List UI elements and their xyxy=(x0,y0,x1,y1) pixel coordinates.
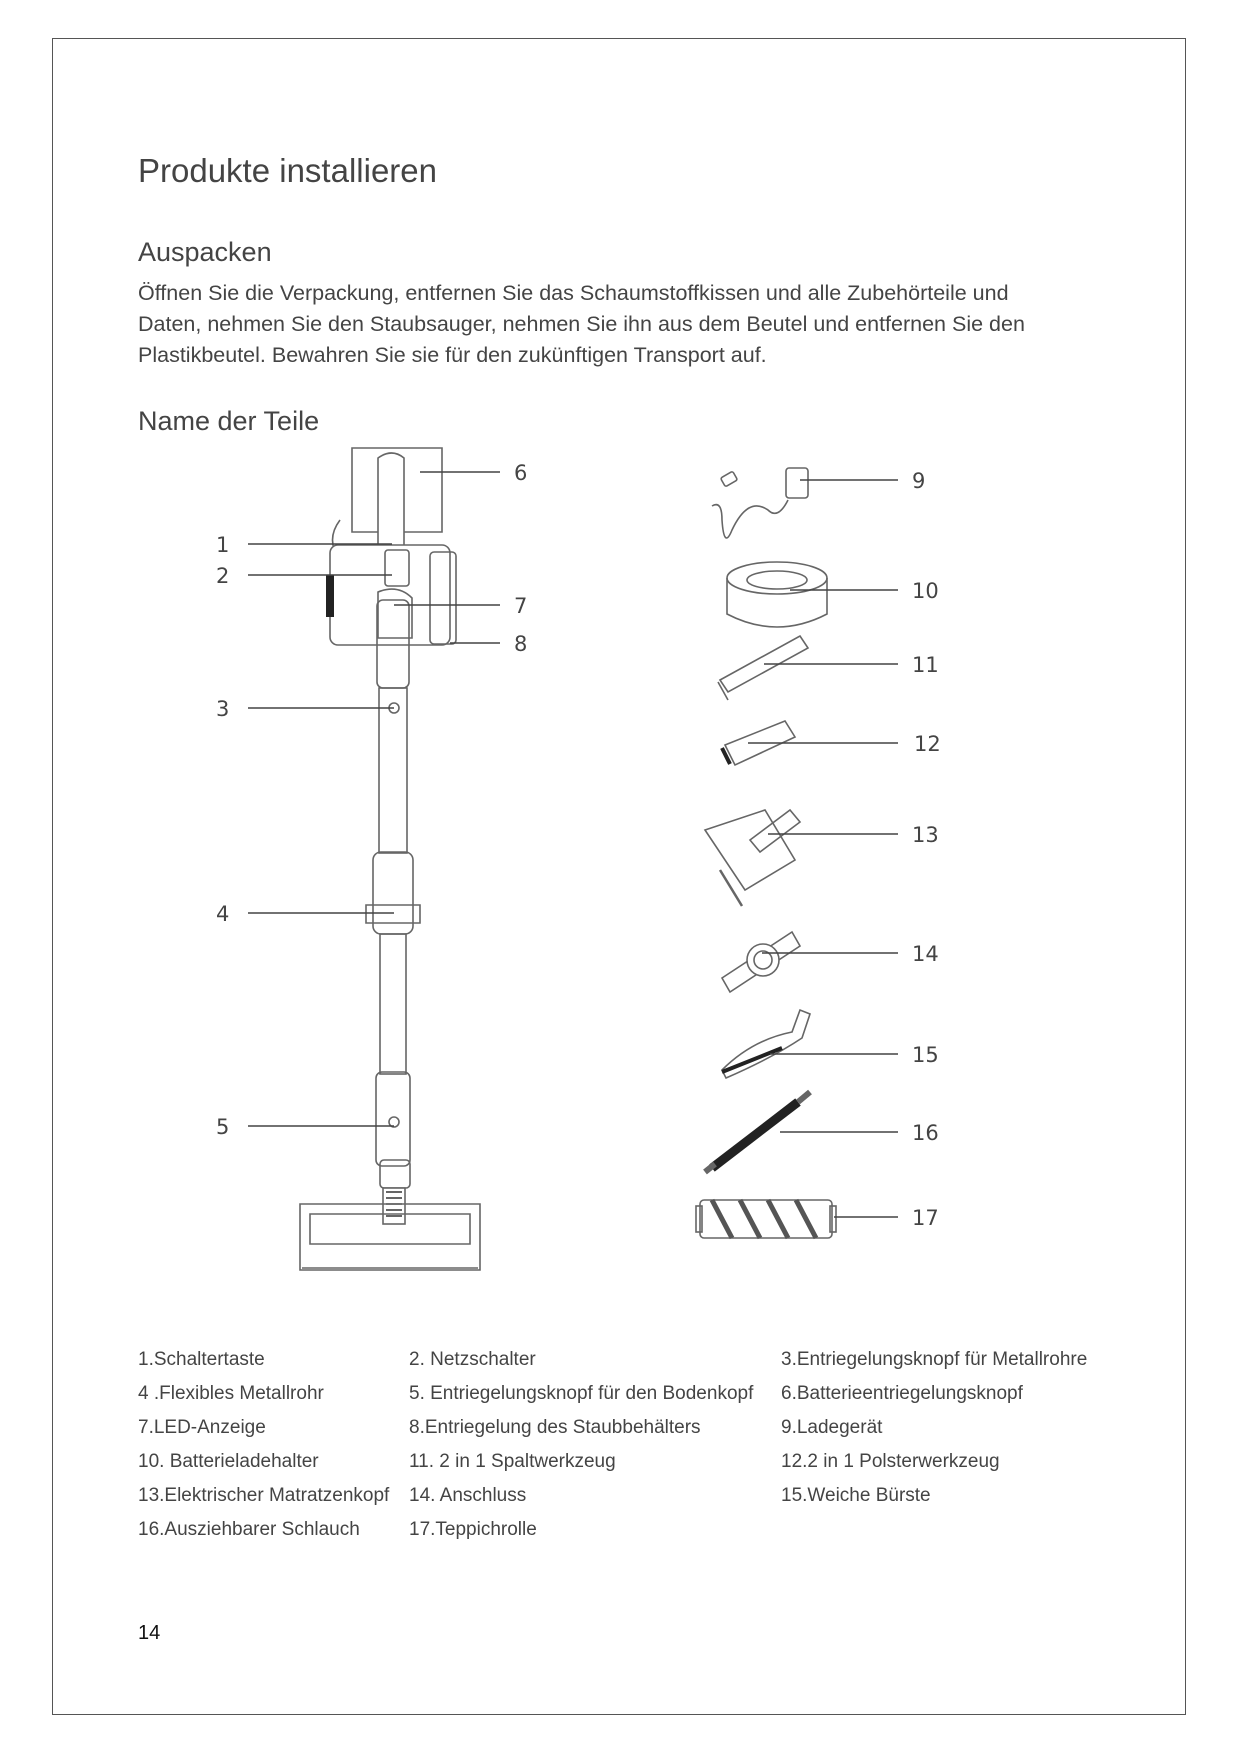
legend-item: 15.Weiche Bürste xyxy=(781,1485,931,1506)
legend-item: 11. 2 in 1 Spaltwerkzeug xyxy=(409,1451,616,1472)
callout-label: 15 xyxy=(912,1043,939,1067)
unpack-line: Plastikbeutel. Bewahren Sie sie für den zukünftigen Transport auf. xyxy=(138,343,767,367)
legend-item: 16.Ausziehbarer Schlauch xyxy=(138,1519,360,1540)
legend-item: 14. Anschluss xyxy=(409,1485,527,1506)
legend-row xyxy=(138,1411,1111,1445)
callout-label: 2 xyxy=(216,564,230,588)
callout-label: 17 xyxy=(912,1206,939,1230)
callout-label: 3 xyxy=(216,697,230,721)
section-title-parts: Name der Teile xyxy=(138,406,320,436)
charging-base-illustration xyxy=(727,562,827,627)
legend-item: 5. Entriegelungsknopf für den Bodenkopf xyxy=(409,1383,754,1404)
callout-label: 9 xyxy=(912,469,926,493)
legend-item: 9.Ladegerät xyxy=(781,1417,883,1438)
mattress-head-illustration xyxy=(705,810,800,906)
page-number: 14 xyxy=(138,1622,161,1644)
legend-item: 17.Teppichrolle xyxy=(409,1519,537,1540)
callout-label: 14 xyxy=(912,942,939,966)
unpack-line: Daten, nehmen Sie den Staubsauger, nehmen Sie ihn aus dem Beutel und entfernen Sie den xyxy=(138,312,1025,336)
callout-label: 6 xyxy=(514,461,528,485)
legend-row xyxy=(138,1445,1111,1479)
parts-legend xyxy=(138,1343,1111,1547)
legend-row xyxy=(138,1513,1111,1547)
callout-label: 11 xyxy=(912,653,939,677)
page-title: Produkte installieren xyxy=(138,152,437,189)
legend-row xyxy=(138,1479,1111,1513)
connector-illustration xyxy=(722,932,800,992)
section-title-unpack: Auspacken xyxy=(138,237,272,267)
legend-item: 12.2 in 1 Polsterwerkzeug xyxy=(781,1451,1000,1472)
legend-row xyxy=(138,1377,1111,1411)
legend-item: 2. Netzschalter xyxy=(409,1349,536,1370)
callout-label: 4 xyxy=(216,902,230,926)
callout-label: 12 xyxy=(914,732,941,756)
callout-labels xyxy=(216,461,941,1230)
callout-label: 1 xyxy=(216,533,230,557)
legend-row xyxy=(138,1343,1111,1377)
legend-item: 1.Schaltertaste xyxy=(138,1349,265,1370)
soft-brush-illustration xyxy=(722,1010,810,1078)
callout-label: 7 xyxy=(514,594,528,618)
callout-label: 10 xyxy=(912,579,939,603)
charger-illustration xyxy=(712,468,808,538)
carpet-roller-illustration xyxy=(696,1200,836,1238)
legend-item: 10. Batterieladehalter xyxy=(138,1451,319,1472)
legend-item: 3.Entriegelungsknopf für Metallrohre xyxy=(781,1349,1088,1370)
callout-label: 5 xyxy=(216,1115,230,1139)
vacuum-illustration xyxy=(300,448,480,1270)
callout-label: 13 xyxy=(912,823,939,847)
callout-label: 16 xyxy=(912,1121,939,1145)
legend-item: 13.Elektrischer Matratzenkopf xyxy=(138,1485,390,1506)
legend-item: 4 .Flexibles Metallrohr xyxy=(138,1383,324,1404)
callout-label: 8 xyxy=(514,632,528,656)
unpack-line: Öffnen Sie die Verpackung, entfernen Sie das Schaumstoffkissen und alle Zubehörteile und xyxy=(138,281,1009,305)
legend-item: 6.Batterieentriegelungsknopf xyxy=(781,1383,1023,1404)
legend-item: 8.Entriegelung des Staubbehälters xyxy=(409,1417,701,1438)
legend-item: 7.LED-Anzeige xyxy=(138,1417,266,1438)
